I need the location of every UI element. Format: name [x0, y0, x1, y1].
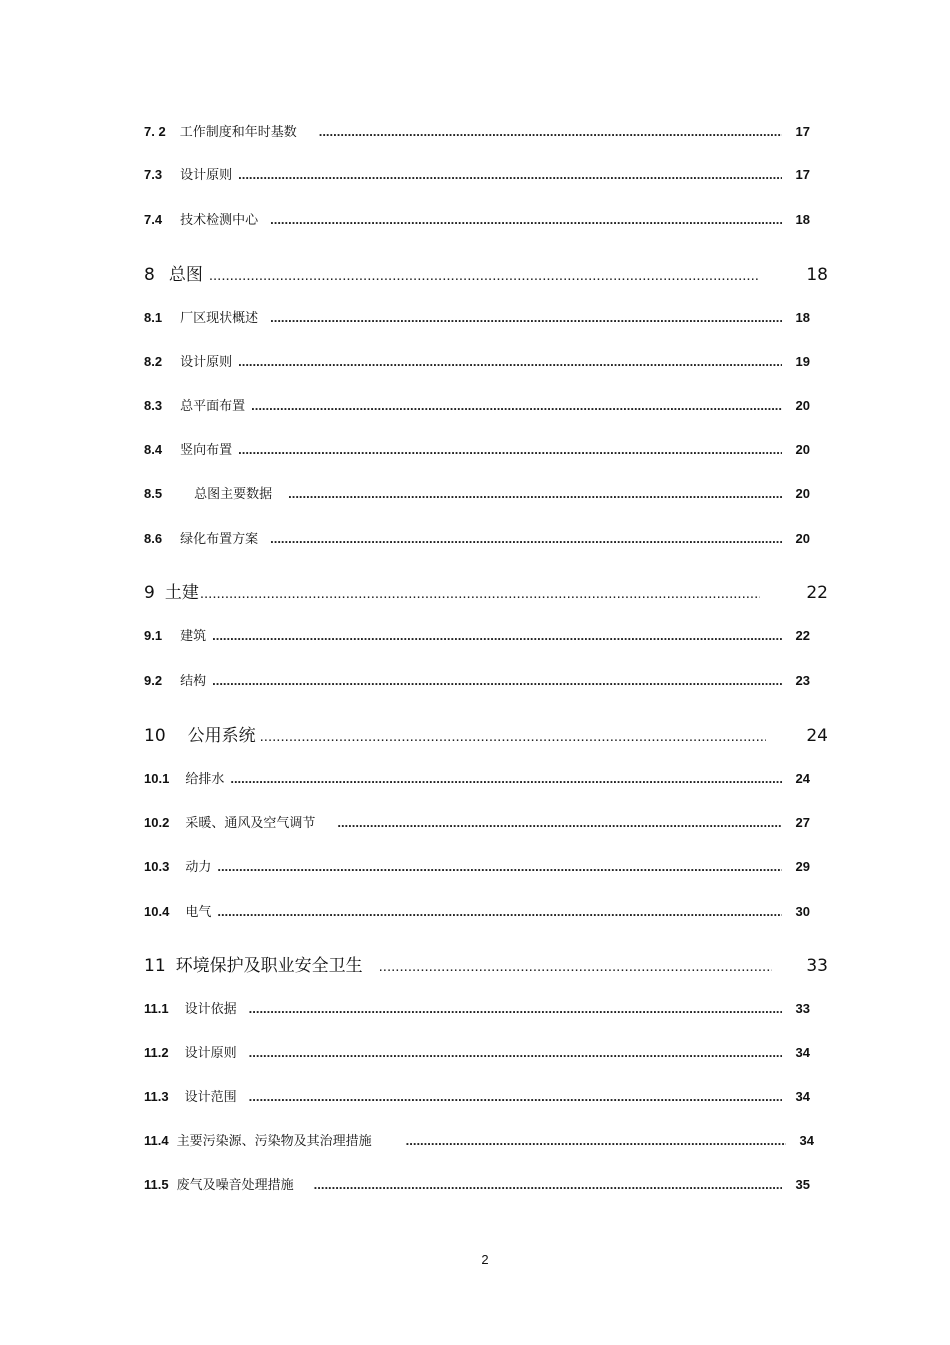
toc-chapter-number: 10: [144, 726, 166, 746]
toc-leader-dots: [260, 728, 766, 745]
toc-entry-10-4[interactable]: [144, 901, 810, 920]
toc-chapter-number: 11: [144, 956, 166, 976]
toc-entry-11-2[interactable]: [144, 1042, 810, 1061]
toc-chapter-page: 24: [806, 726, 828, 746]
toc-leader-dots: [249, 1045, 782, 1060]
toc-entry-number: 8.6: [144, 531, 163, 546]
toc-chapter-page: 33: [806, 956, 828, 976]
toc-entry-11-1[interactable]: [144, 998, 810, 1017]
toc-entry-title: 给排水: [185, 772, 225, 787]
toc-entry-number: 8.5: [144, 486, 163, 501]
toc-entry-title: 设计原则: [184, 1046, 237, 1061]
toc-entry-page: 34: [795, 1045, 810, 1060]
toc-leader-dots: [209, 267, 760, 284]
toc-leader-dots: [238, 354, 782, 369]
toc-entry-8-4[interactable]: [144, 439, 810, 458]
toc-leader-dots: [379, 958, 772, 975]
toc-entry-number: 10.1: [144, 771, 170, 786]
toc-leader-dots: [212, 673, 782, 688]
toc-chapter-number: 8: [144, 265, 155, 285]
toc-entry-9-2[interactable]: [144, 670, 810, 689]
toc-entry-title: 总平面布置: [180, 399, 246, 414]
toc-leader-dots: [319, 124, 782, 139]
toc-entry-10-2[interactable]: [144, 812, 810, 831]
toc-entry-number: 9.2: [144, 673, 163, 688]
toc-entry-8-5[interactable]: [144, 483, 810, 502]
toc-entry-page: 27: [795, 815, 810, 830]
toc-entry-number: 7.3: [144, 167, 163, 182]
toc-leader-dots: [337, 815, 782, 830]
toc-entry-title: 采暖、通风及空气调节: [185, 816, 316, 831]
toc-leader-dots: [238, 442, 782, 457]
toc-entry-page: 18: [795, 212, 810, 227]
toc-entry-title: 建筑: [180, 629, 207, 644]
toc-entry-page: 20: [795, 486, 810, 501]
toc-chapter-title: 土建: [164, 583, 199, 603]
toc-entry-title: 技术检测中心: [180, 213, 259, 228]
toc-entry-title: 主要污染源、污染物及其治理措施: [176, 1134, 372, 1149]
toc-entry-number: 8.2: [144, 354, 163, 369]
toc-entry-title: 电气: [185, 905, 212, 920]
toc-entry-page: 33: [795, 1001, 810, 1016]
toc-entry-page: 35: [795, 1177, 810, 1192]
toc-leader-dots: [288, 486, 782, 501]
toc-entry-title: 结构: [180, 674, 207, 689]
toc-entry-title: 动力: [185, 860, 212, 875]
toc-entry-number: 11.5: [144, 1177, 169, 1192]
toc-entry-page: 29: [795, 859, 810, 874]
toc-chapter-page: 22: [806, 583, 828, 603]
toc-entry-page: 20: [795, 531, 810, 546]
toc-leader-dots: [217, 904, 782, 919]
toc-entry-11-5[interactable]: [144, 1174, 810, 1193]
toc-leader-dots: [406, 1133, 786, 1148]
toc-entry-number: 10.3: [144, 859, 170, 874]
toc-entry-11-4[interactable]: [144, 1130, 814, 1149]
toc-entry-number: 11.3: [144, 1089, 169, 1104]
toc-entry-title: 设计依据: [184, 1002, 237, 1017]
toc-entry-8-6[interactable]: [144, 528, 810, 547]
toc-entry-title: 厂区现状概述: [180, 311, 259, 326]
toc-entry-number: 8.4: [144, 442, 163, 457]
toc-entry-number: 8.3: [144, 398, 163, 413]
toc-leader-dots: [200, 585, 760, 602]
toc-entry-10-3[interactable]: [144, 856, 810, 875]
toc-leader-dots: [230, 771, 782, 786]
toc-leader-dots: [270, 310, 782, 325]
toc-entry-title: 设计原则: [180, 355, 233, 370]
toc-leader-dots: [270, 212, 782, 227]
toc-entry-11-3[interactable]: [144, 1086, 810, 1105]
toc-chapter-title: 总图: [168, 265, 203, 285]
toc-leader-dots: [217, 859, 782, 874]
toc-leader-dots: [249, 1001, 782, 1016]
toc-leader-dots: [212, 628, 782, 643]
toc-entry-title: 废气及噪音处理措施: [176, 1178, 294, 1193]
toc-entry-page: 23: [795, 673, 810, 688]
toc-entry-page: 22: [795, 628, 810, 643]
toc-entry-number: 11.1: [144, 1001, 169, 1016]
toc-entry-number: 7.4: [144, 212, 163, 227]
toc-entry-page: 18: [795, 310, 810, 325]
toc-leader-dots: [270, 531, 782, 546]
toc-entry-page: 34: [795, 1089, 810, 1104]
page-number: 2: [481, 1252, 489, 1267]
toc-entry-7-4[interactable]: [144, 209, 810, 228]
toc-entry-page: 34: [799, 1133, 814, 1148]
toc-chapter-8[interactable]: [144, 260, 828, 285]
toc-entry-title: 绿化布置方案: [180, 532, 259, 547]
toc-leader-dots: [249, 1089, 782, 1104]
toc-entry-number: 10.4: [144, 904, 170, 919]
toc-entry-number: 11.2: [144, 1045, 169, 1060]
toc-entry-page: 20: [795, 442, 810, 457]
toc-entry-title: 工作制度和年时基数: [179, 125, 297, 140]
toc-entry-number: 7. 2: [144, 124, 166, 139]
toc-entry-number: 9.1: [144, 628, 163, 643]
toc-chapter-title: 公用系统: [187, 726, 256, 746]
toc-entry-title: 设计原则: [180, 168, 233, 183]
toc-entry-page: 17: [795, 167, 810, 182]
toc-entry-page: 24: [795, 771, 810, 786]
toc-entry-title: 设计范围: [184, 1090, 237, 1105]
toc-leader-dots: [314, 1177, 782, 1192]
toc-entry-number: 10.2: [144, 815, 170, 830]
toc-chapter-number: 9: [144, 583, 155, 603]
toc-entry-number: 8.1: [144, 310, 163, 325]
toc-entry-8-2[interactable]: [144, 351, 810, 370]
toc-entry-page: 20: [795, 398, 810, 413]
toc-chapter-page: 18: [806, 265, 828, 285]
toc-chapter-11[interactable]: [144, 951, 828, 976]
toc-entry-title: 总图主要数据: [194, 487, 273, 502]
toc-entry-page: 19: [795, 354, 810, 369]
toc-entry-8-3[interactable]: [144, 395, 810, 414]
toc-entry-page: 17: [795, 124, 810, 139]
toc-chapter-title: 环境保护及职业安全卫生: [175, 956, 363, 976]
toc-chapter-10[interactable]: [144, 721, 828, 746]
toc-leader-dots: [238, 167, 782, 182]
toc-entry-7-3[interactable]: [144, 164, 810, 183]
toc-entry-title: 竖向布置: [180, 443, 233, 458]
toc-entry-9-1[interactable]: [144, 625, 810, 644]
toc-entry-page: 30: [795, 904, 810, 919]
toc-entry-number: 11.4: [144, 1133, 169, 1148]
toc-entry-8-1[interactable]: [144, 307, 810, 326]
toc-leader-dots: [251, 398, 782, 413]
toc-chapter-9[interactable]: [144, 578, 828, 603]
toc-entry-10-1[interactable]: [144, 768, 810, 787]
toc-entry-7-2[interactable]: [144, 121, 810, 140]
